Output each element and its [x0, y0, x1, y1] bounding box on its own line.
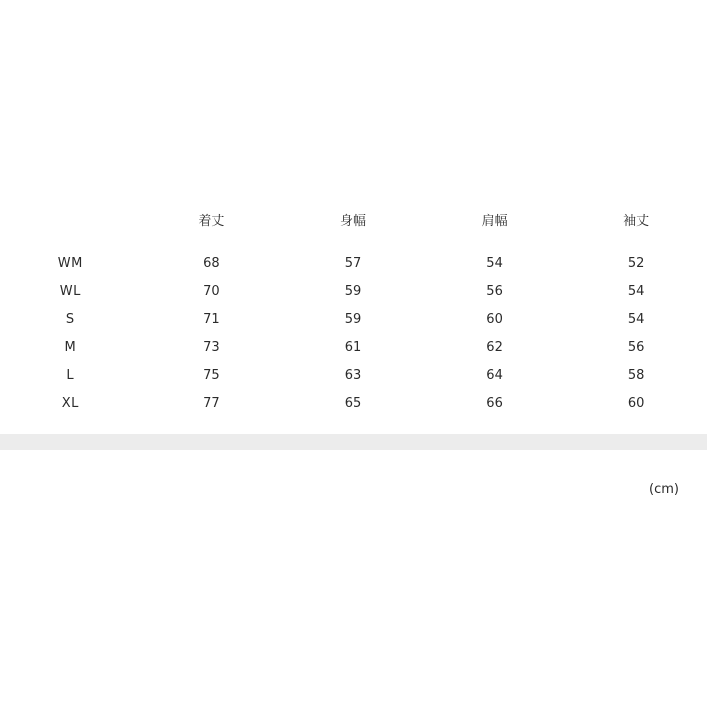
cell-length: 75: [203, 367, 220, 383]
section-divider: [0, 434, 707, 450]
cell-chest-width: 61: [344, 339, 362, 355]
table-row: [0, 361, 707, 389]
size-chart-table: [0, 205, 707, 417]
column-header-chest-width: 身幅: [339, 213, 366, 229]
cell-sleeve-length: 56: [627, 339, 645, 355]
cell-sleeve-length: 52: [627, 255, 645, 271]
cell-sleeve-length: 58: [627, 367, 645, 383]
table-row: [0, 277, 707, 305]
table-body: [0, 249, 707, 417]
cell-shoulder-width: 54: [486, 255, 503, 271]
table-row: [0, 305, 707, 333]
cell-chest-width: 65: [344, 395, 362, 411]
cell-shoulder-width: 64: [486, 367, 503, 383]
row-size-label: XL: [61, 395, 79, 411]
cell-sleeve-length: 54: [627, 283, 645, 299]
column-header-length: 着丈: [198, 213, 225, 229]
cell-shoulder-width: 62: [486, 339, 503, 355]
cell-chest-width: 59: [344, 283, 362, 299]
column-header-sleeve-length: 袖丈: [623, 213, 650, 229]
cell-length: 71: [203, 311, 220, 327]
cell-length: 73: [203, 339, 220, 355]
table-row: [0, 333, 707, 361]
cell-length: 77: [203, 395, 220, 411]
cell-chest-width: 57: [344, 255, 362, 271]
cell-length: 68: [203, 255, 220, 271]
table-row: [0, 389, 707, 417]
table-row: [0, 249, 707, 277]
row-size-label: M: [64, 339, 77, 355]
row-size-label: WL: [59, 283, 81, 299]
row-size-label: L: [66, 367, 75, 383]
cell-sleeve-length: 60: [627, 395, 645, 411]
row-size-label: S: [65, 311, 75, 327]
table-header-row: [0, 205, 707, 249]
row-size-label: WM: [57, 255, 83, 271]
cell-shoulder-width: 56: [486, 283, 503, 299]
cell-chest-width: 59: [344, 311, 362, 327]
table-header: [0, 205, 707, 249]
column-header-size: [0, 205, 141, 249]
cell-shoulder-width: 60: [486, 311, 503, 327]
column-header-shoulder-width: 肩幅: [481, 213, 508, 229]
cell-sleeve-length: 54: [627, 311, 645, 327]
cell-length: 70: [203, 283, 220, 299]
unit-label: (cm): [649, 482, 679, 497]
cell-chest-width: 63: [344, 367, 362, 383]
cell-shoulder-width: 66: [486, 395, 503, 411]
